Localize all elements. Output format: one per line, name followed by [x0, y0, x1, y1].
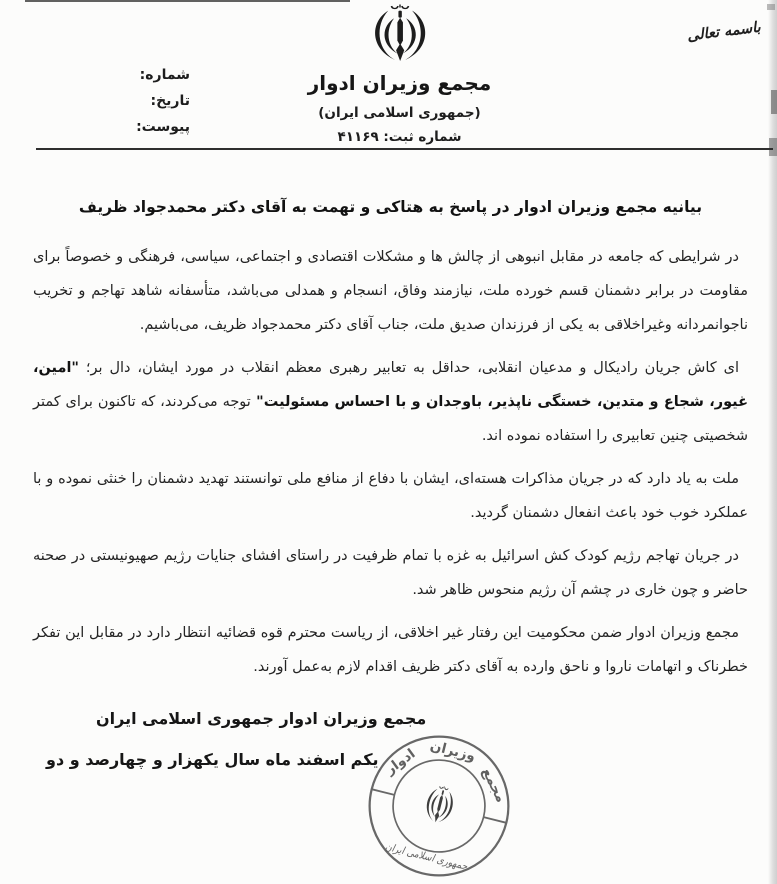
quoted-epithets-bold: "امین، غیور، شجاع و متدین، خستگی ناپذیر، باوجدان و با احساس مسئولیت": [33, 360, 748, 410]
besmele-calligraphy: باسمه تعالی: [686, 19, 762, 45]
org-subtitle: (جمهوری اسلامی ایران): [318, 105, 481, 121]
stamp-bottom-text: جمهوری اسلامی ایران: [383, 840, 480, 876]
paragraph-1: در شرایطی که جامعه در مقابل انبوهی از چالش ها و مشکلات اقتصادی و اجتماعی، سیاسی، فرهنگی و خصوصاً برای مقاومت در برابر دشمنان قسم خورده ملت، نیازمند وفاق، انسجام و همدلی می‌باشد، متأسفانه شاهد تهاجم و تخریب ناجوانمردانه وغیراخلاقی به یکی از فرزندان صدیق ملت، جناب آقای دکتر محمدجواد ظریف، می‌باشیم.: [33, 249, 748, 333]
registration-number: شماره ثبت: ۴۱۱۶۹: [337, 129, 462, 145]
stamp-top-word: ادوار: [382, 745, 419, 778]
iran-emblem-icon: [0, 4, 777, 66]
paragraph-4: در جریان تهاجم رژیم کودک کش اسرائیل به غزه با تمام ظرفیت در راستای افشای جنایات رژیم صهیونیستی در صحنه حاضر و چون خاری در چشم آن رژیم منحوس ظاهر شد.: [33, 548, 748, 598]
field-date-label: تاریخ:: [150, 93, 190, 109]
org-name: مجمع وزیران ادوار: [307, 71, 492, 95]
stamp-emblem-icon: [423, 783, 457, 825]
signature-org-line: مجمع وزیران ادوار جمهوری اسلامی ایران: [96, 709, 427, 728]
scan-artifact-top-line: [25, 0, 350, 2]
paragraph-2-end: توجه می‌کردند، که تاکنون برای کمتر شخصیتی چنین تعابیری را استفاده نموده اند.: [33, 394, 748, 444]
stamp-top-word: مجمع: [478, 765, 509, 806]
letter-body: [33, 194, 748, 773]
statement-title: بیانیه مجمع وزیران ادوار در پاسخ به هتاکی و تهمت به آقای دکتر محمدجواد ظریف: [78, 198, 703, 216]
paragraph-3: ملت به یاد دارد که در جریان مذاکرات هسته‌ای، ایشان با دفاع از منافع ملی توانستند تهدید دشمنان را خنثی نموده و با عملکرد خوب خود باعث انفعال دشمنان گردید.: [33, 471, 748, 521]
header-divider: [36, 148, 773, 150]
letterhead: [11, 68, 777, 148]
field-number-label: شماره:: [139, 67, 190, 83]
paragraph-5: مجمع وزیران ادوار ضمن محکومیت این رفتار غیر اخلاقی، از ریاست محترم قوه قضائیه انتظار دارد در مقابل این تفکر خطرناک و اتهامات ناروا و ناحق وارده به آقای دکتر ظریف اقدام لازم به‌عمل آورند.: [33, 625, 748, 675]
paragraph-2-start: ای کاش جریان رادیکال و مدعیان انقلابی، حداقل به تعابیر رهبری معظم انقلاب در مورد ایشان، دال بر؛: [78, 360, 739, 376]
signature-date-line: یکم اسفند ماه سال یکهزار و چهارصد و دو: [46, 750, 379, 769]
header-fields: [136, 62, 190, 140]
field-attachment-label: پیوست:: [136, 119, 190, 135]
stamp-top-word: وزیران: [428, 737, 477, 765]
paragraph-2: [33, 351, 748, 453]
